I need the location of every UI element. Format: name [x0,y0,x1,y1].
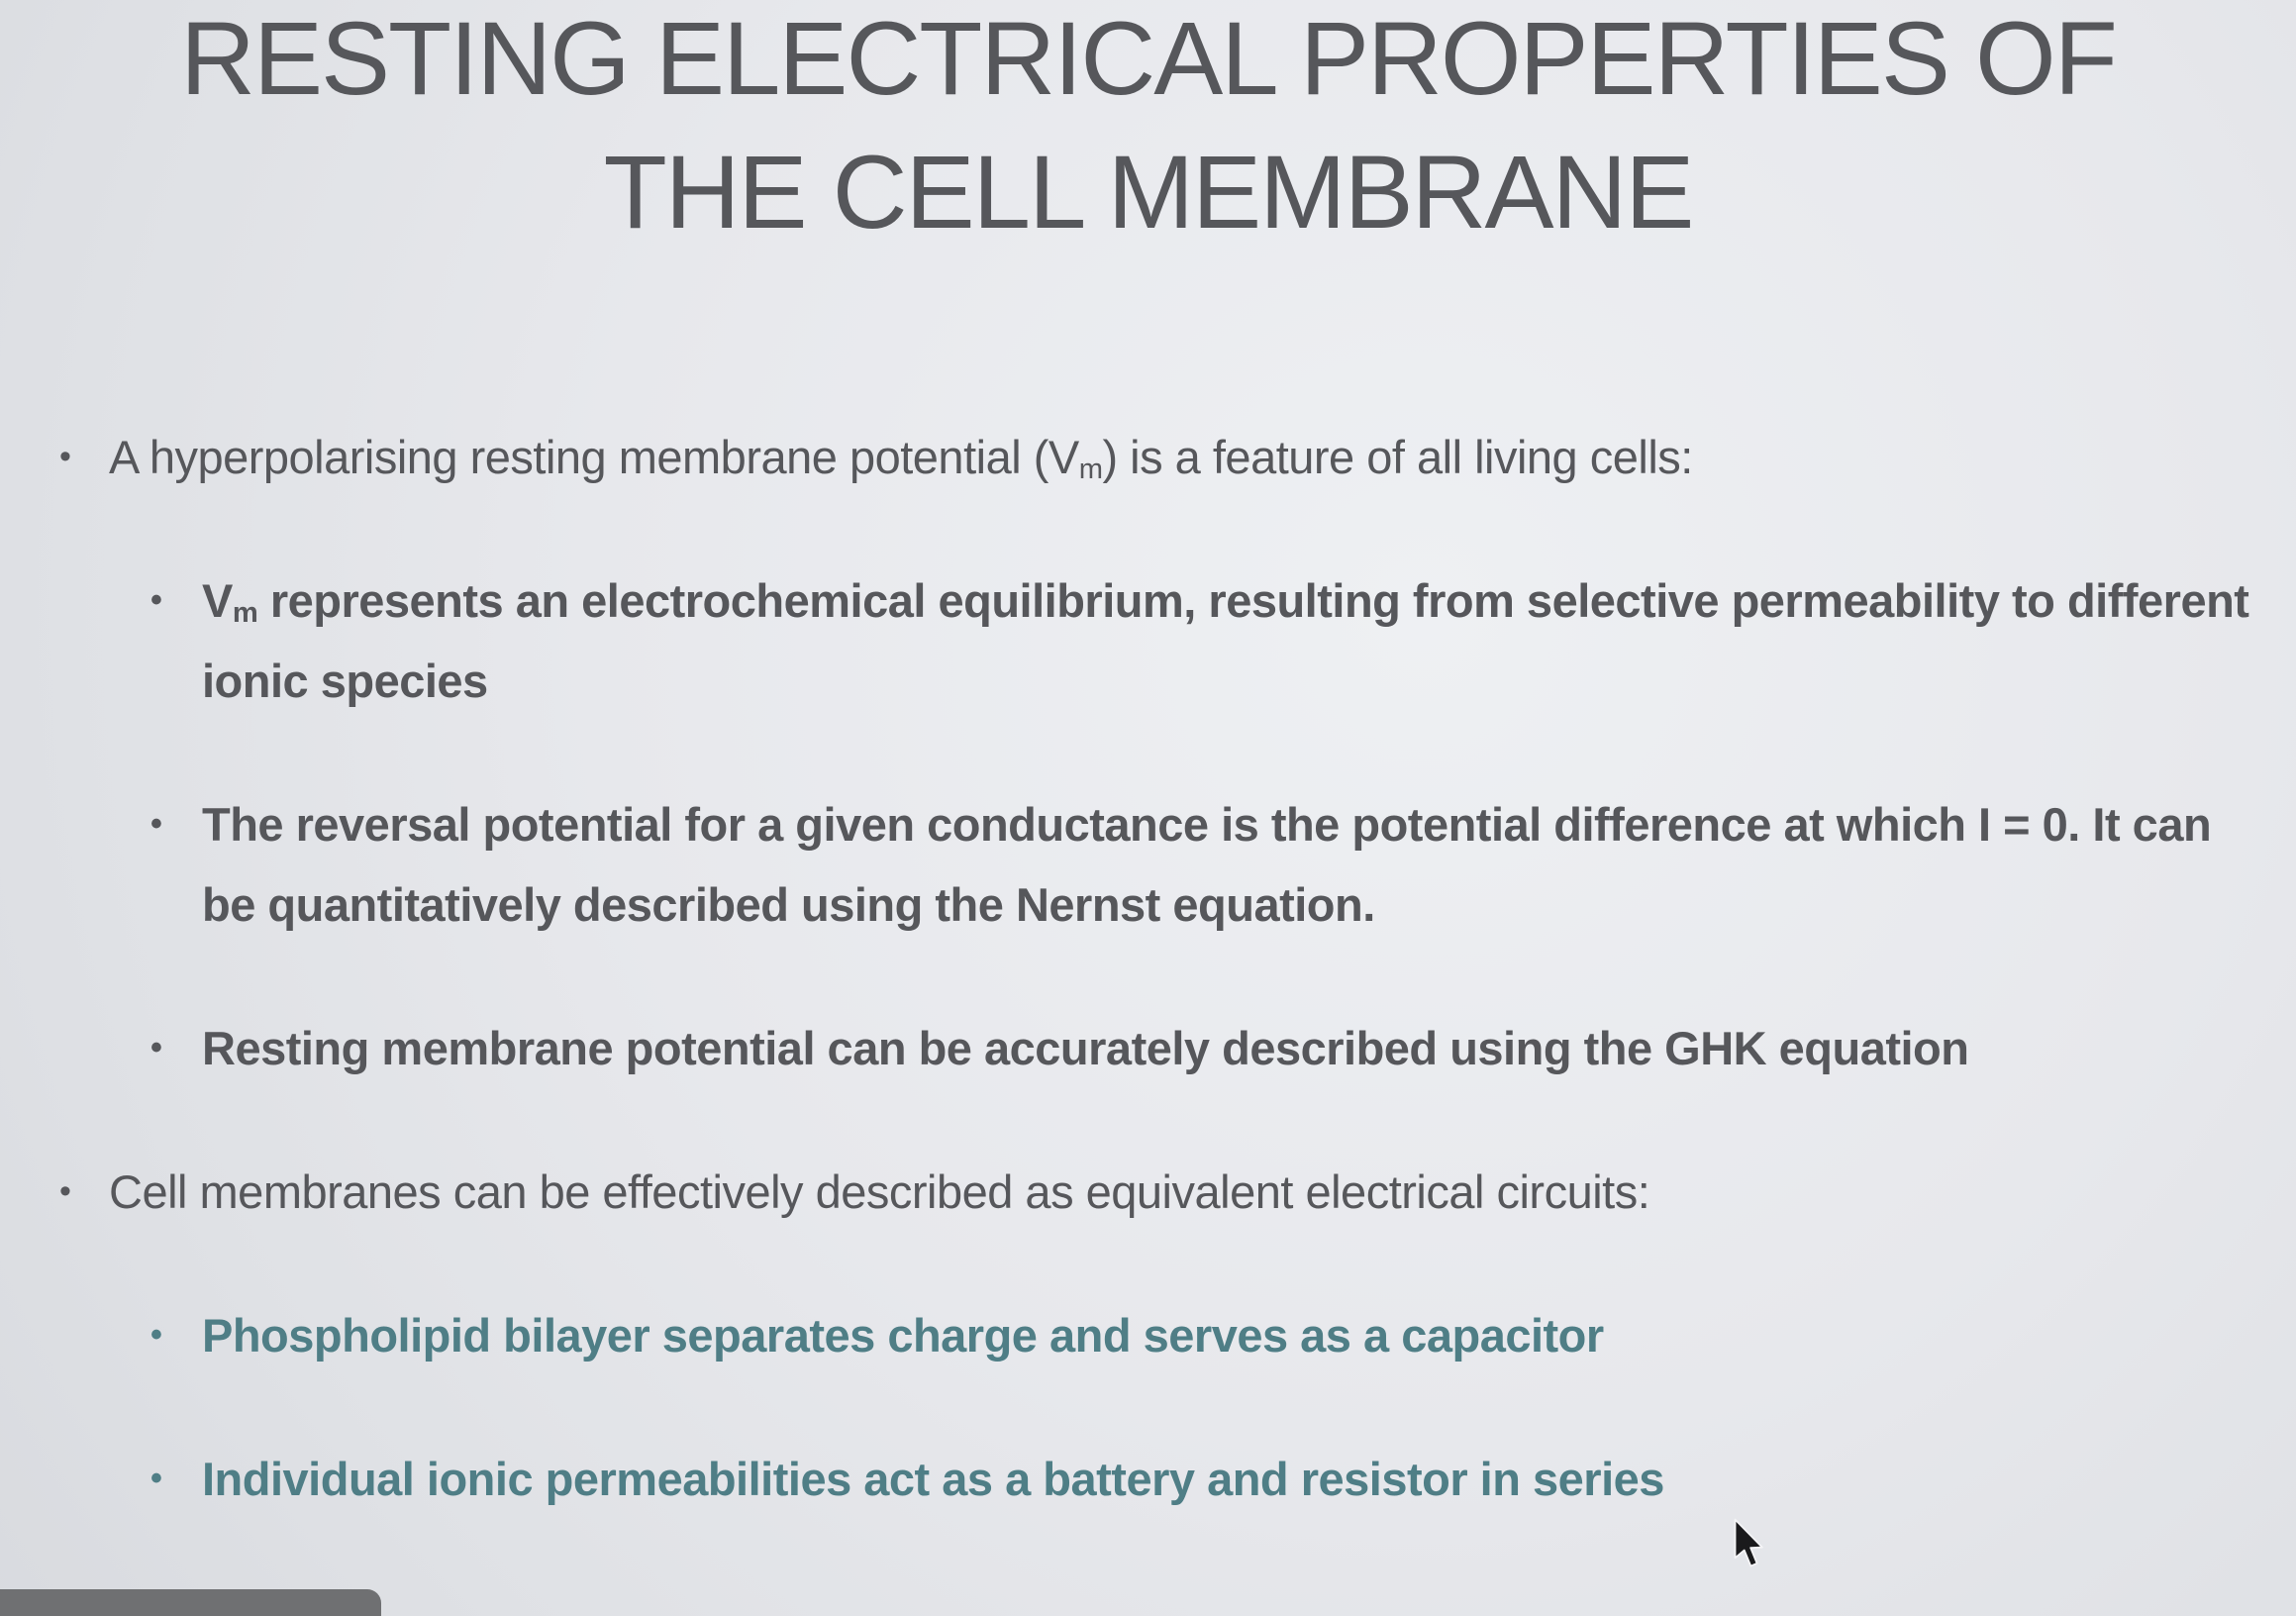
slide-title-line-2: THE CELL MEMBRANE [603,135,1693,251]
bullet-text [202,1295,2256,1375]
bullet-text-pre: The reversal potential for a given conductance is the potential difference at which I = 0. It can be quantitatively described using the Nernst equation. [202,798,2212,931]
bullet-text-pre: V [202,574,233,627]
bullet-marker-icon: • [150,1029,162,1066]
bullet-item-7 [0,1439,2296,1519]
bullet-text [202,560,2256,721]
bullet-text [202,1439,2256,1519]
slide-title-line-1: RESTING ELECTRICAL PROPERTIES OF [180,1,2116,117]
bullet-text [109,1152,2256,1232]
bottom-left-overlay-bar[interactable] [0,1589,381,1616]
bullet-text [109,417,2256,497]
bullet-marker-icon: • [59,1172,71,1210]
bullet-item-5 [0,1152,2296,1232]
bullet-item-2 [0,560,2296,721]
slide-body [0,417,2296,1582]
bullet-item-1 [0,417,2296,497]
bullet-text-post: represents an electrochemical equilibrium, resulting from selective permeability to different ionic species [202,574,2249,707]
bullet-text [202,784,2256,945]
bullet-marker-icon: • [150,581,162,619]
bullet-marker-icon: • [150,805,162,843]
bullet-text-pre: Individual ionic permeabilities act as a battery and resistor in series [202,1453,1664,1505]
bullet-marker-icon: • [59,438,71,475]
bullet-text [202,1008,2256,1088]
bullet-item-3 [0,784,2296,945]
bullet-marker-icon: • [150,1316,162,1354]
bullet-marker-icon: • [150,1460,162,1497]
bullet-text-subscript: m [232,597,258,630]
bullet-text-subscript: m [1078,454,1103,486]
bullet-text-pre: Resting membrane potential can be accurately described using the GHK equation [202,1022,1969,1074]
bullet-text-pre: A hyperpolarising resting membrane potential (V [109,431,1079,483]
bullet-item-4 [0,1008,2296,1088]
slide-title [0,0,2296,259]
bullet-text-post: ) is a feature of all living cells: [1102,431,1693,483]
bullet-text-pre: Phospholipid bilayer separates charge and serves as a capacitor [202,1309,1604,1362]
bullet-item-6 [0,1295,2296,1375]
bullet-text-pre: Cell membranes can be effectively described as equivalent electrical circuits: [109,1165,1650,1218]
